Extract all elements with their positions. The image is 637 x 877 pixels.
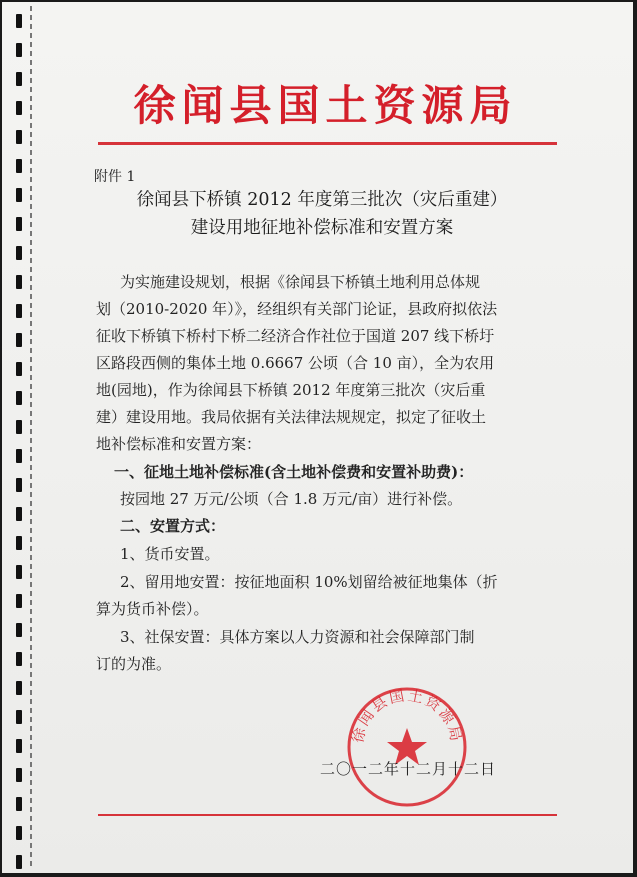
perforation-mark — [30, 474, 32, 479]
perforation-mark — [30, 780, 32, 785]
perforation-mark — [30, 735, 32, 740]
perforation-mark — [30, 528, 32, 533]
perforation-mark — [30, 375, 32, 380]
perforation-mark — [30, 690, 32, 695]
perforation-mark — [30, 42, 32, 47]
perforation-mark — [30, 78, 32, 83]
perforation-mark — [30, 753, 32, 758]
binding-hole — [16, 507, 22, 521]
perforation-mark — [30, 672, 32, 677]
perforation-mark — [30, 564, 32, 569]
section-2-heading: 二、安置方式： — [120, 517, 226, 535]
binding-hole — [16, 246, 22, 260]
binding-hole — [16, 188, 22, 202]
perforation-mark — [30, 357, 32, 362]
perforation-mark — [30, 150, 32, 155]
binding-hole — [16, 855, 22, 869]
perforation-mark — [30, 231, 32, 236]
perforation-mark — [30, 330, 32, 335]
perforation-mark — [30, 717, 32, 722]
intro-line: 地(园地)，作为徐闻县下桥镇 2012 年度第三批次（灾后重 — [96, 381, 486, 399]
perforation-mark — [30, 465, 32, 470]
document-page — [2, 2, 633, 873]
perforation-mark — [30, 699, 32, 704]
binding-hole — [16, 478, 22, 492]
intro-line: 为实施建设规划，根据《徐闻县下桥镇土地利用总体规 — [120, 273, 481, 291]
official-seal-stamp — [344, 684, 470, 810]
binding-hole — [16, 710, 22, 724]
perforation-mark — [30, 177, 32, 182]
perforation-mark — [30, 861, 32, 866]
perforation-mark — [30, 627, 32, 632]
binding-hole — [16, 449, 22, 463]
perforation-mark — [30, 537, 32, 542]
perforation-mark — [30, 420, 32, 425]
perforation-mark — [30, 69, 32, 74]
perforation-mark — [30, 726, 32, 731]
perforation-mark — [30, 294, 32, 299]
intro-line: 征收下桥镇下桥村下桥二经济合作社位于国道 207 线下桥圩 — [96, 327, 495, 345]
perforation-mark — [30, 222, 32, 227]
perforation-mark — [30, 204, 32, 209]
perforation-mark — [30, 168, 32, 173]
perforation-mark — [30, 213, 32, 218]
binding-hole — [16, 217, 22, 231]
perforation-mark — [30, 411, 32, 416]
binding-hole — [16, 101, 22, 115]
perforation-mark — [30, 708, 32, 713]
perforation-mark — [30, 618, 32, 623]
perforation-mark — [30, 591, 32, 596]
perforation-mark — [30, 582, 32, 587]
attachment-label: 附件 1 — [94, 169, 136, 185]
perforation-mark — [30, 195, 32, 200]
perforation-mark — [30, 24, 32, 29]
perforation-mark — [30, 483, 32, 488]
perforation-mark — [30, 501, 32, 506]
perforation-mark — [30, 258, 32, 263]
perforation-mark — [30, 834, 32, 839]
perforation-mark — [30, 843, 32, 848]
perforation-mark — [30, 762, 32, 767]
section-1-text: 按园地 27 万元/公顷（合 1.8 万元/亩）进行补偿。 — [120, 490, 463, 508]
section-2-item-1: 1、货币安置。 — [120, 545, 220, 563]
perforation-mark — [30, 456, 32, 461]
perforation-mark — [30, 33, 32, 38]
binding-hole — [16, 826, 22, 840]
binding-hole — [16, 130, 22, 144]
binding-hole — [16, 72, 22, 86]
perforation-mark — [30, 96, 32, 101]
binding-hole — [16, 652, 22, 666]
perforation-mark — [30, 132, 32, 137]
perforation-mark — [30, 186, 32, 191]
perforation-mark — [30, 573, 32, 578]
perforation-mark — [30, 798, 32, 803]
binding-hole — [16, 333, 22, 347]
perforation-mark — [30, 87, 32, 92]
binding-hole — [16, 565, 22, 579]
perforation-mark — [30, 366, 32, 371]
perforation-mark — [30, 348, 32, 353]
perforation-mark — [30, 240, 32, 245]
binding-hole — [16, 275, 22, 289]
perforation-mark — [30, 663, 32, 668]
binding-hole — [16, 43, 22, 57]
intro-line: 建）建设用地。我局依据有关法律法规规定，拟定了征收土 — [96, 408, 487, 426]
perforation-mark — [30, 15, 32, 20]
perforation-mark — [30, 636, 32, 641]
signature-date: 二〇一二年十二月十二日 — [320, 760, 497, 778]
perforation-mark — [30, 825, 32, 830]
footer-rule — [98, 814, 557, 816]
intro-line: 划（2010-2020 年）》，经组织有关部门论证，县政府拟依法 — [96, 300, 498, 318]
perforation-mark — [30, 681, 32, 686]
perforation-mark — [30, 807, 32, 812]
intro-line: 区路段西侧的集体土地 0.6667 公顷（合 10 亩），全为农用 — [96, 354, 495, 372]
perforation-mark — [30, 546, 32, 551]
perforation-mark — [30, 141, 32, 146]
binding-strip — [6, 2, 36, 873]
binding-hole — [16, 797, 22, 811]
perforation-mark — [30, 609, 32, 614]
perforation-mark — [30, 447, 32, 452]
perforation-mark — [30, 249, 32, 254]
binding-hole — [16, 623, 22, 637]
perforation-mark — [30, 438, 32, 443]
document-title-line-2: 建设用地征地补偿标准和安置方案 — [190, 218, 454, 238]
section-2-item-2-line-2: 算为货币补偿）。 — [96, 600, 209, 618]
perforation-mark — [30, 60, 32, 65]
binding-hole — [16, 420, 22, 434]
section-1-heading: 一、征地土地补偿标准(含土地补偿费和安置补助费)： — [114, 463, 474, 481]
binding-hole — [16, 536, 22, 550]
perforation-mark — [30, 276, 32, 281]
perforation-mark — [30, 600, 32, 605]
perforation-mark — [30, 6, 32, 11]
perforation-mark — [30, 771, 32, 776]
perforation-mark — [30, 519, 32, 524]
perforation-mark — [30, 267, 32, 272]
perforation-mark — [30, 321, 32, 326]
section-2-item-3-line-2: 订的为准。 — [96, 655, 172, 673]
document-title-line-1: 徐闻县下桥镇 2012 年度第三批次（灾后重建） — [136, 190, 508, 210]
perforation-mark — [30, 285, 32, 290]
perforation-mark — [30, 51, 32, 56]
binding-hole — [16, 681, 22, 695]
perforation-mark — [30, 384, 32, 389]
agency-letterhead: 徐闻县国土资源局 — [133, 81, 518, 130]
svg-text:徐闻县国土资源局: 徐闻县国土资源局 — [348, 686, 466, 745]
binding-hole — [16, 159, 22, 173]
section-2-item-3-line-1: 3、社保安置：具体方案以人力资源和社会保障部门制 — [120, 628, 475, 646]
perforation-mark — [30, 492, 32, 497]
perforation-mark — [30, 816, 32, 821]
perforation-mark — [30, 114, 32, 119]
binding-hole — [16, 594, 22, 608]
perforation-mark — [30, 339, 32, 344]
perforation-mark — [30, 123, 32, 128]
perforation-mark — [30, 105, 32, 110]
perforation-mark — [30, 510, 32, 515]
perforation-mark — [30, 645, 32, 650]
perforation-mark — [30, 159, 32, 164]
perforation-mark — [30, 312, 32, 317]
intro-line: 地补偿标准和安置方案： — [96, 435, 262, 453]
perforation-mark — [30, 789, 32, 794]
perforation-mark — [30, 429, 32, 434]
binding-hole — [16, 391, 22, 405]
perforation-mark — [30, 654, 32, 659]
binding-hole — [16, 768, 22, 782]
letterhead-rule — [98, 142, 557, 145]
binding-hole — [16, 362, 22, 376]
binding-hole — [16, 739, 22, 753]
perforation-mark — [30, 852, 32, 857]
perforation-mark — [30, 555, 32, 560]
perforation-mark — [30, 402, 32, 407]
perforation-mark — [30, 303, 32, 308]
perforation-mark — [30, 744, 32, 749]
binding-hole — [16, 14, 22, 28]
binding-hole — [16, 304, 22, 318]
perforation-mark — [30, 393, 32, 398]
section-2-item-2-line-1: 2、留用地安置：按征地面积 10%划留给被征地集体（折 — [120, 573, 498, 591]
